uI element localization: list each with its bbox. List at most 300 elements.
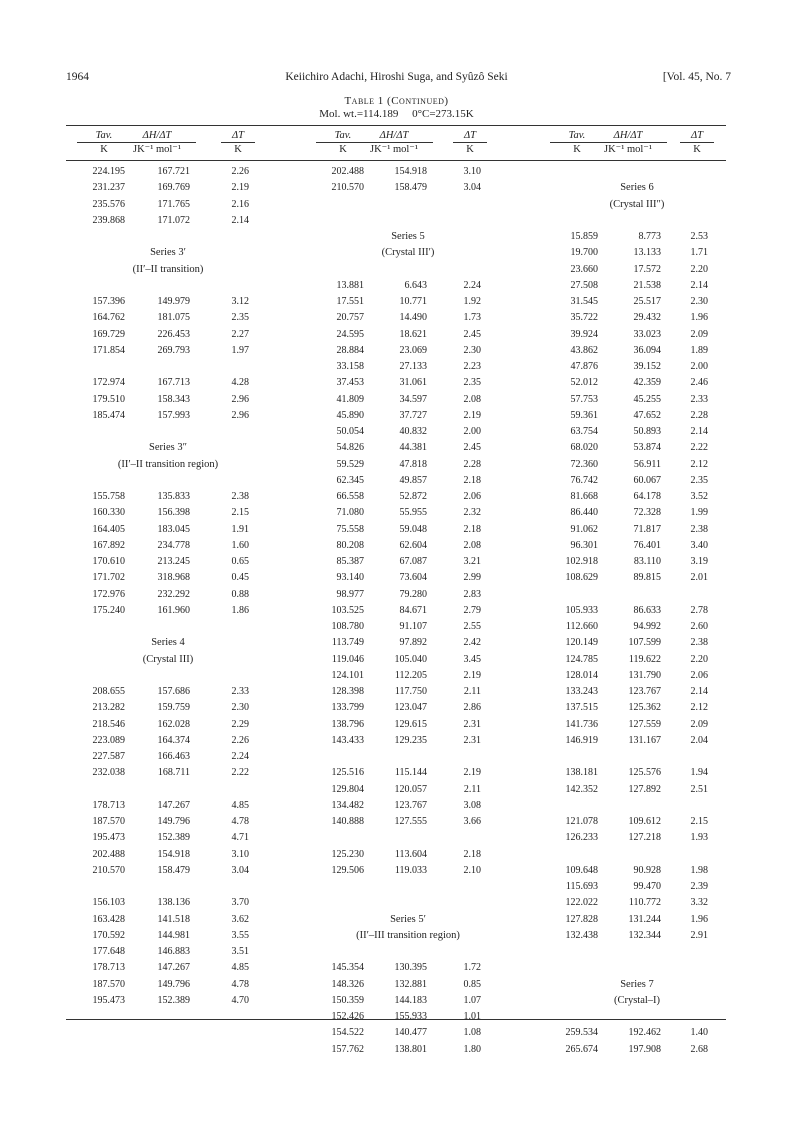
temperature-cell: 132.438 [565, 929, 598, 941]
delta-t-cell: 3.45 [463, 653, 481, 665]
col-head-unit: K [339, 144, 347, 155]
delta-t-cell: 3.12 [231, 296, 249, 307]
temperature-cell: 187.570 [92, 816, 125, 827]
temperature-cell: 231.237 [92, 182, 125, 194]
col-head-d-3 [680, 129, 714, 156]
delta-t-cell: 2.01 [690, 572, 708, 584]
temperature-cell: 31.545 [570, 296, 598, 307]
delta-t-cell: 2.31 [463, 734, 481, 746]
col-head-unit: K [466, 144, 474, 155]
heat-capacity-cell: 37.727 [399, 409, 427, 421]
temperature-cell: 218.546 [92, 718, 125, 730]
delta-t-cell: 2.29 [231, 718, 249, 730]
temperature-cell: 157.762 [331, 1043, 364, 1055]
heat-capacity-cell: 40.832 [399, 426, 427, 437]
temperature-cell: 208.655 [92, 686, 125, 697]
temperature-cell: 202.488 [92, 848, 125, 860]
heat-capacity-cell: 36.094 [633, 344, 661, 356]
delta-t-cell: 2.38 [690, 637, 708, 649]
heat-capacity-cell: 23.069 [399, 344, 427, 356]
heat-capacity-cell: 72.328 [633, 507, 661, 519]
temperature-cell: 138.181 [565, 767, 598, 779]
heat-capacity-cell: 119.033 [394, 864, 427, 876]
delta-t-cell: 2.28 [690, 409, 708, 421]
heat-capacity-cell: 47.652 [633, 409, 661, 421]
heat-capacity-cell: 123.767 [394, 799, 427, 811]
delta-t-cell: 3.04 [231, 864, 249, 876]
temperature-cell: 210.570 [92, 864, 125, 876]
heat-capacity-cell: 155.933 [394, 1011, 427, 1022]
temperature-cell: 108.780 [331, 621, 364, 632]
table-subtitle: Mol. wt.=114.189 0°C=273.15K [319, 108, 474, 120]
heat-capacity-cell: 105.040 [394, 653, 427, 665]
temperature-cell: 179.510 [92, 393, 125, 405]
temperature-cell: 171.854 [92, 344, 125, 356]
delta-t-cell: 1.98 [690, 864, 708, 876]
temperature-cell: 164.405 [92, 523, 125, 535]
delta-t-cell: 0.65 [231, 556, 249, 567]
delta-t-cell: 1.71 [690, 247, 708, 259]
temperature-cell: 59.361 [570, 409, 598, 421]
temperature-cell: 265.674 [565, 1043, 598, 1055]
temperature-cell: 52.012 [570, 377, 598, 389]
delta-t-cell: 2.28 [463, 458, 481, 470]
heat-capacity-cell: 112.205 [394, 669, 427, 681]
heat-capacity-cell: 156.398 [157, 507, 190, 519]
heat-capacity-cell: 127.892 [628, 783, 661, 795]
col-head-h-1 [118, 129, 196, 156]
temperature-cell: 163.428 [92, 913, 125, 925]
heat-capacity-cell: 140.477 [394, 1027, 427, 1039]
heat-capacity-cell: 17.572 [633, 263, 661, 275]
temperature-cell: 50.054 [336, 426, 364, 437]
temperature-cell: 232.038 [92, 767, 125, 779]
temperature-cell: 128.014 [565, 669, 598, 681]
delta-t-cell: 2.60 [690, 621, 708, 632]
delta-t-cell: 2.00 [690, 361, 708, 372]
delta-t-cell: 2.19 [463, 767, 481, 779]
heat-capacity-cell: 8.773 [638, 231, 661, 242]
heat-capacity-cell: 166.463 [157, 751, 190, 762]
series-label: Series 3″ [149, 442, 187, 454]
heat-capacity-cell: 168.711 [157, 767, 190, 779]
delta-t-cell: 2.86 [463, 702, 481, 714]
col-head-numerator: Tav. [316, 129, 370, 143]
heat-capacity-cell: 127.555 [394, 816, 427, 827]
temperature-cell: 15.859 [570, 231, 598, 242]
temperature-cell: 20.757 [336, 312, 364, 324]
table-bottom-rule [66, 1019, 726, 1020]
temperature-cell: 45.890 [336, 409, 364, 421]
temperature-cell: 133.243 [565, 686, 598, 697]
temperature-cell: 54.826 [336, 442, 364, 454]
heat-capacity-cell: 47.818 [399, 458, 427, 470]
heat-capacity-cell: 157.993 [157, 409, 190, 421]
delta-t-cell: 3.10 [463, 166, 481, 177]
temperature-cell: 124.101 [331, 669, 364, 681]
heat-capacity-cell: 232.292 [157, 588, 190, 600]
col-head-unit: K [573, 144, 581, 155]
heat-capacity-cell: 86.633 [633, 604, 661, 616]
series-label: (Crystal III″) [609, 198, 665, 210]
temperature-cell: 37.453 [336, 377, 364, 389]
delta-t-cell: 2.45 [463, 328, 481, 340]
temperature-cell: 109.648 [565, 864, 598, 876]
delta-t-cell: 1.40 [690, 1027, 708, 1039]
heat-capacity-cell: 27.133 [399, 361, 427, 372]
heat-capacity-cell: 10.771 [399, 296, 427, 307]
temperature-cell: 39.924 [570, 328, 598, 340]
heat-capacity-cell: 144.981 [157, 929, 190, 941]
delta-t-cell: 2.32 [463, 507, 481, 519]
delta-t-cell: 1.07 [463, 994, 481, 1006]
heat-capacity-cell: 21.538 [633, 279, 661, 291]
delta-t-cell: 2.10 [463, 864, 481, 876]
delta-t-cell: 3.10 [231, 848, 249, 860]
heat-capacity-cell: 130.395 [394, 962, 427, 974]
temperature-cell: 125.516 [331, 767, 364, 779]
heat-capacity-cell: 269.793 [157, 344, 190, 356]
delta-t-cell: 2.14 [690, 686, 708, 697]
delta-t-cell: 2.18 [463, 848, 481, 860]
temperature-cell: 138.796 [331, 718, 364, 730]
temperature-cell: 24.595 [336, 328, 364, 340]
delta-t-cell: 2.00 [463, 426, 481, 437]
heat-capacity-cell: 132.344 [628, 929, 661, 941]
temperature-cell: 80.208 [336, 539, 364, 551]
heat-capacity-cell: 132.881 [394, 978, 427, 990]
heat-capacity-cell: 29.432 [633, 312, 661, 324]
temperature-cell: 129.804 [331, 783, 364, 795]
temperature-cell: 195.473 [92, 994, 125, 1006]
delta-t-cell: 1.86 [231, 604, 249, 616]
page-number: 1964 [66, 71, 89, 83]
temperature-cell: 156.103 [92, 897, 125, 909]
heat-capacity-cell: 162.028 [157, 718, 190, 730]
temperature-cell: 85.387 [336, 556, 364, 567]
series-label: (Crystal III′) [381, 247, 435, 259]
temperature-cell: 146.919 [565, 734, 598, 746]
heat-capacity-cell: 167.713 [157, 377, 190, 389]
delta-t-cell: 2.22 [231, 767, 249, 779]
heat-capacity-cell: 147.267 [157, 799, 190, 811]
heat-capacity-cell: 158.343 [157, 393, 190, 405]
table-title: Table 1 (Continued) [344, 95, 449, 107]
delta-t-cell: 1.97 [231, 344, 249, 356]
temperature-cell: 128.398 [331, 686, 364, 697]
temperature-cell: 155.758 [92, 491, 125, 502]
heat-capacity-cell: 167.721 [157, 166, 190, 177]
col-head-numerator: ΔT [221, 129, 255, 143]
delta-t-cell: 2.14 [231, 214, 249, 226]
delta-t-cell: 4.85 [231, 962, 249, 974]
delta-t-cell: 3.08 [463, 799, 481, 811]
heat-capacity-cell: 147.267 [157, 962, 190, 974]
heat-capacity-cell: 99.470 [633, 881, 661, 892]
temperature-cell: 13.881 [336, 279, 364, 291]
heat-capacity-cell: 149.796 [157, 978, 190, 990]
heat-capacity-cell: 129.235 [394, 734, 427, 746]
heat-capacity-cell: 146.883 [157, 946, 190, 957]
delta-t-cell: 4.85 [231, 799, 249, 811]
heat-capacity-cell: 79.280 [399, 588, 427, 600]
temperature-cell: 141.736 [565, 718, 598, 730]
heat-capacity-cell: 164.374 [157, 734, 190, 746]
heat-capacity-cell: 154.918 [394, 166, 427, 177]
temperature-cell: 127.828 [565, 913, 598, 925]
delta-t-cell: 1.80 [463, 1043, 481, 1055]
heat-capacity-cell: 171.072 [157, 214, 190, 226]
heat-capacity-cell: 157.686 [157, 686, 190, 697]
delta-t-cell: 2.35 [231, 312, 249, 324]
temperature-cell: 133.799 [331, 702, 364, 714]
heat-capacity-cell: 34.597 [399, 393, 427, 405]
temperature-cell: 223.089 [92, 734, 125, 746]
heat-capacity-cell: 226.453 [157, 328, 190, 340]
delta-t-cell: 2.18 [463, 474, 481, 486]
delta-t-cell: 0.85 [463, 978, 481, 990]
temperature-cell: 120.149 [565, 637, 598, 649]
heat-capacity-cell: 213.245 [157, 556, 190, 567]
heat-capacity-cell: 131.790 [628, 669, 661, 681]
temperature-cell: 102.918 [565, 556, 598, 567]
temperature-cell: 129.506 [331, 864, 364, 876]
delta-t-cell: 2.09 [690, 718, 708, 730]
delta-t-cell: 2.26 [231, 166, 249, 177]
temperature-cell: 172.976 [92, 588, 125, 600]
heat-capacity-cell: 76.401 [633, 539, 661, 551]
heat-capacity-cell: 125.576 [628, 767, 661, 779]
temperature-cell: 75.558 [336, 523, 364, 535]
heat-capacity-cell: 31.061 [399, 377, 427, 389]
temperature-cell: 170.610 [92, 556, 125, 567]
heat-capacity-cell: 90.928 [633, 864, 661, 876]
series-label: (Crystal–I) [613, 994, 661, 1006]
heat-capacity-cell: 131.244 [628, 913, 661, 925]
temperature-cell: 154.522 [331, 1027, 364, 1039]
delta-t-cell: 3.52 [690, 491, 708, 502]
delta-t-cell: 3.40 [690, 539, 708, 551]
temperature-cell: 63.754 [570, 426, 598, 437]
heat-capacity-cell: 13.133 [633, 247, 661, 259]
heat-capacity-cell: 53.874 [633, 442, 661, 454]
delta-t-cell: 1.08 [463, 1027, 481, 1039]
delta-t-cell: 2.12 [690, 458, 708, 470]
delta-t-cell: 2.20 [690, 653, 708, 665]
heat-capacity-cell: 115.144 [394, 767, 427, 779]
delta-t-cell: 2.11 [463, 686, 481, 697]
heat-capacity-cell: 73.604 [399, 572, 427, 584]
temperature-cell: 125.230 [331, 848, 364, 860]
temperature-cell: 235.576 [92, 198, 125, 210]
heat-capacity-cell: 97.892 [399, 637, 427, 649]
heat-capacity-cell: 25.517 [633, 296, 661, 307]
temperature-cell: 178.713 [92, 962, 125, 974]
temperature-cell: 23.660 [570, 263, 598, 275]
delta-t-cell: 1.96 [690, 913, 708, 925]
temperature-cell: 185.474 [92, 409, 125, 421]
heat-capacity-cell: 42.359 [633, 377, 661, 389]
temperature-cell: 227.587 [92, 751, 125, 762]
delta-t-cell: 3.66 [463, 816, 481, 827]
heat-capacity-cell: 117.750 [394, 686, 427, 697]
running-head-authors: Keiichiro Adachi, Hiroshi Suga, and Syûzô Seki [285, 71, 508, 83]
delta-t-cell: 4.70 [231, 994, 249, 1006]
temperature-cell: 105.933 [565, 604, 598, 616]
heat-capacity-cell: 135.833 [157, 491, 190, 502]
delta-t-cell: 2.08 [463, 393, 481, 405]
heat-capacity-cell: 18.621 [399, 328, 427, 340]
temperature-cell: 43.862 [570, 344, 598, 356]
temperature-cell: 112.660 [565, 621, 598, 632]
series-label: (II′–II transition region) [117, 458, 219, 470]
delta-t-cell: 2.20 [690, 263, 708, 275]
delta-t-cell: 2.09 [690, 328, 708, 340]
delta-t-cell: 2.23 [463, 361, 481, 372]
col-head-numerator: ΔT [453, 129, 487, 143]
delta-t-cell: 2.42 [463, 637, 481, 649]
series-label: Series 5′ [390, 913, 426, 925]
series-label: Series 6 [620, 182, 654, 194]
heat-capacity-cell: 144.183 [394, 994, 427, 1006]
heat-capacity-cell: 192.462 [628, 1027, 661, 1039]
temperature-cell: 108.629 [565, 572, 598, 584]
delta-t-cell: 3.62 [231, 913, 249, 925]
heat-capacity-cell: 234.778 [157, 539, 190, 551]
heat-capacity-cell: 64.178 [633, 491, 661, 502]
delta-t-cell: 2.14 [690, 279, 708, 291]
temperature-cell: 96.301 [570, 539, 598, 551]
delta-t-cell: 2.78 [690, 604, 708, 616]
delta-t-cell: 2.04 [690, 734, 708, 746]
delta-t-cell: 3.55 [231, 929, 249, 941]
temperature-cell: 178.713 [92, 799, 125, 811]
delta-t-cell: 1.99 [690, 507, 708, 519]
table-top-rule [66, 125, 726, 126]
heat-capacity-cell: 129.615 [394, 718, 427, 730]
heat-capacity-cell: 33.023 [633, 328, 661, 340]
delta-t-cell: 3.21 [463, 556, 481, 567]
temperature-cell: 86.440 [570, 507, 598, 519]
series-label: (Crystal III) [142, 653, 194, 665]
heat-capacity-cell: 67.087 [399, 556, 427, 567]
delta-t-cell: 2.51 [690, 783, 708, 795]
temperature-cell: 68.020 [570, 442, 598, 454]
delta-t-cell: 2.24 [463, 279, 481, 291]
delta-t-cell: 2.12 [690, 702, 708, 714]
delta-t-cell: 2.19 [463, 409, 481, 421]
heat-capacity-cell: 83.110 [633, 556, 661, 567]
temperature-cell: 175.240 [92, 604, 125, 616]
temperature-cell: 62.345 [336, 474, 364, 486]
temperature-cell: 202.488 [331, 166, 364, 177]
delta-t-cell: 1.73 [463, 312, 481, 324]
temperature-cell: 148.326 [331, 978, 364, 990]
col-head-unit: K [234, 144, 242, 155]
delta-t-cell: 2.91 [690, 929, 708, 941]
heat-capacity-cell: 171.765 [157, 198, 190, 210]
temperature-cell: 124.785 [565, 653, 598, 665]
col-head-unit: JK⁻¹ mol⁻¹ [369, 144, 418, 155]
temperature-cell: 93.140 [336, 572, 364, 584]
table-head-rule [66, 160, 726, 161]
delta-t-cell: 2.46 [690, 377, 708, 389]
temperature-cell: 19.700 [570, 247, 598, 259]
temperature-cell: 113.749 [331, 637, 364, 649]
heat-capacity-cell: 110.772 [628, 897, 661, 909]
temperature-cell: 140.888 [331, 816, 364, 827]
heat-capacity-cell: 91.107 [399, 621, 427, 632]
heat-capacity-cell: 59.048 [399, 523, 427, 535]
delta-t-cell: 1.72 [463, 962, 481, 974]
temperature-cell: 98.977 [336, 588, 364, 600]
heat-capacity-cell: 45.255 [633, 393, 661, 405]
temperature-cell: 33.158 [336, 361, 364, 372]
temperature-cell: 259.534 [565, 1027, 598, 1039]
delta-t-cell: 2.38 [231, 491, 249, 502]
heat-capacity-cell: 131.167 [628, 734, 661, 746]
heat-capacity-cell: 94.992 [633, 621, 661, 632]
heat-capacity-cell: 62.604 [399, 539, 427, 551]
temperature-cell: 195.473 [92, 832, 125, 844]
temperature-cell: 157.396 [92, 296, 125, 307]
heat-capacity-cell: 149.796 [157, 816, 190, 827]
series-label: Series 5 [391, 231, 425, 242]
temperature-cell: 171.702 [92, 572, 125, 584]
temperature-cell: 177.648 [92, 946, 125, 957]
delta-t-cell: 3.04 [463, 182, 481, 194]
heat-capacity-cell: 127.559 [628, 718, 661, 730]
heat-capacity-cell: 123.767 [628, 686, 661, 697]
heat-capacity-cell: 152.389 [157, 832, 190, 844]
temperature-cell: 170.592 [92, 929, 125, 941]
delta-t-cell: 2.38 [690, 523, 708, 535]
delta-t-cell: 3.19 [690, 556, 708, 567]
temperature-cell: 72.360 [570, 458, 598, 470]
delta-t-cell: 2.30 [463, 344, 481, 356]
heat-capacity-cell: 39.152 [633, 361, 661, 372]
heat-capacity-cell: 71.817 [633, 523, 661, 535]
delta-t-cell: 2.19 [231, 182, 249, 194]
heat-capacity-cell: 318.968 [157, 572, 190, 584]
temperature-cell: 137.515 [565, 702, 598, 714]
temperature-cell: 142.352 [565, 783, 598, 795]
heat-capacity-cell: 44.381 [399, 442, 427, 454]
delta-t-cell: 1.91 [231, 523, 249, 535]
heat-capacity-cell: 181.075 [157, 312, 190, 324]
temperature-cell: 66.558 [336, 491, 364, 502]
temperature-cell: 91.062 [570, 523, 598, 535]
heat-capacity-cell: 169.769 [157, 182, 190, 194]
delta-t-cell: 0.88 [231, 588, 249, 600]
series-label: (II′–II transition) [132, 263, 204, 275]
temperature-cell: 119.046 [331, 653, 364, 665]
temperature-cell: 47.876 [570, 361, 598, 372]
delta-t-cell: 2.15 [690, 816, 708, 827]
heat-capacity-cell: 138.136 [157, 897, 190, 909]
delta-t-cell: 2.30 [231, 702, 249, 714]
delta-t-cell: 2.79 [463, 604, 481, 616]
temperature-cell: 35.722 [570, 312, 598, 324]
temperature-cell: 76.742 [570, 474, 598, 486]
heat-capacity-cell: 154.918 [157, 848, 190, 860]
delta-t-cell: 2.96 [231, 409, 249, 421]
series-label: Series 7 [620, 978, 654, 990]
temperature-cell: 121.078 [565, 816, 598, 827]
delta-t-cell: 1.94 [690, 767, 708, 779]
heat-capacity-cell: 152.389 [157, 994, 190, 1006]
delta-t-cell: 3.32 [690, 897, 708, 909]
